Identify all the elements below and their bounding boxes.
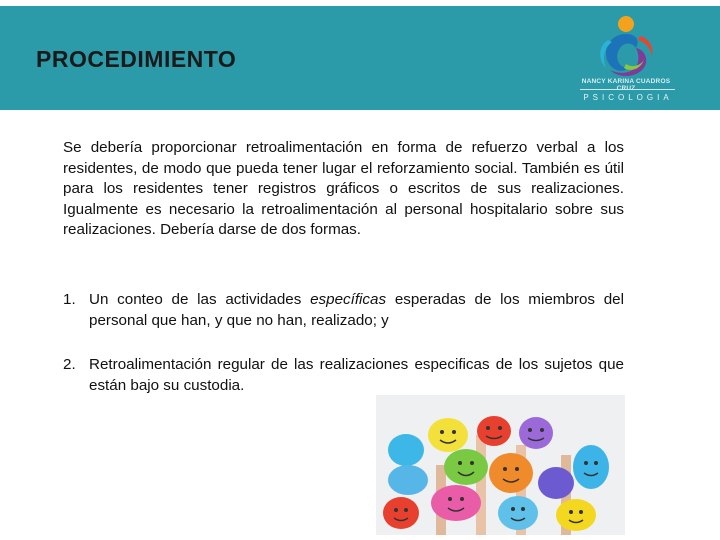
emphasis-text: específicas <box>310 291 387 308</box>
list-item <box>63 355 624 396</box>
list-text: Retroalimentación regular de las realizaciones especificas de los sujetos que están bajo su custodia. <box>89 356 624 394</box>
intro-paragraph: Se debería proporcionar retroalimentación en forma de refuerzo verbal a los residentes, de modo que pueda tener lugar el reforzamiento social. También es útil para los residentes tener registros gráficos o escritos de sus realizaciones. Igualmente es necesario la retroalimentación al personal hospitalario sobre sus realizaciones. Debería darse de dos formas. <box>63 139 624 239</box>
list-number: 1. <box>63 291 76 308</box>
body-text <box>63 138 624 241</box>
psychology-logo <box>588 10 664 86</box>
logo-subtitle: PSICOLOGIA <box>583 93 673 102</box>
list-number: 2. <box>63 356 76 373</box>
logo-name: NANCY KARINA CUADROS <box>581 78 671 85</box>
list-item <box>63 290 624 331</box>
feedback-emoticons-image <box>376 395 625 535</box>
slide-title: PROCEDIMIENTO <box>36 46 237 72</box>
logo-divider <box>580 89 675 90</box>
list-text: Un conteo de las actividades específicas esperadas de los miembros del personal que han, y que no han, realizado; y <box>89 291 624 329</box>
